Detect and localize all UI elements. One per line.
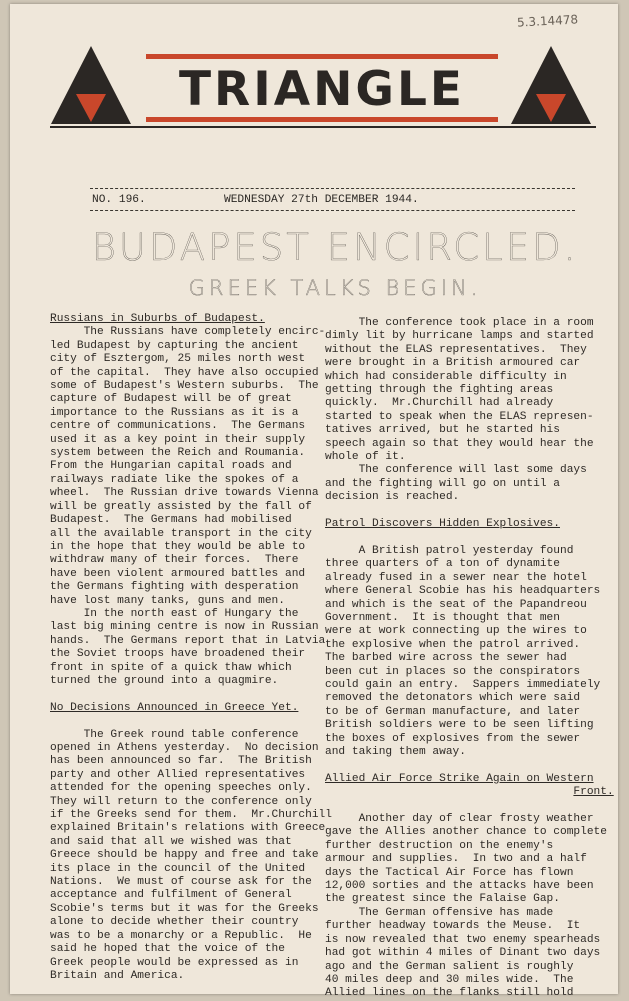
text-line: Budapest. The Germans had mobilised bbox=[50, 514, 292, 527]
text-line: was to be a monarchy or a Republic. He bbox=[50, 929, 312, 942]
text-line: to be of German manufacture, and later bbox=[325, 705, 581, 718]
text-line: Scobie's terms but it was for the Greeks bbox=[50, 902, 319, 915]
text-line: and taking them away. bbox=[325, 746, 466, 758]
text-line: have been violent armoured battles and bbox=[50, 567, 306, 580]
text-line: has been announced so far. The British bbox=[50, 755, 312, 768]
text-line: The German offensive has made bbox=[325, 906, 554, 919]
dateline-rule-bottom bbox=[90, 210, 575, 211]
text-line: the Soviet troops have broadened their bbox=[50, 648, 306, 661]
text-line: The Greek round table conference bbox=[50, 728, 299, 741]
text-line: alone to decide whether their country bbox=[50, 916, 299, 929]
section-heading-russians: Russians in Suburbs of Budapest. bbox=[50, 313, 265, 325]
text-line: quickly. Mr.Churchill had already bbox=[325, 397, 554, 410]
text-line: and which is the seat of the Papandreou bbox=[325, 598, 587, 611]
text-line: without the ELAS representatives. They bbox=[325, 343, 587, 356]
text-line: Another day of clear frosty weather bbox=[325, 813, 594, 826]
text-line: Allied lines on the flanks still hold bbox=[325, 987, 574, 1000]
text-line: withdraw many of their forces. There bbox=[50, 554, 299, 567]
masthead-title: TRIANGLE bbox=[178, 62, 466, 117]
text-line: acceptance and fulfilment of General bbox=[50, 889, 292, 902]
text-line: tatives arrived, but he started his bbox=[325, 424, 560, 437]
text-line: importance to the Russians as it is a bbox=[50, 406, 299, 419]
masthead-rule bbox=[50, 126, 596, 128]
text-line: British soldiers were to be seen lifting bbox=[325, 719, 594, 732]
text-line: said he hoped that the voice of the bbox=[50, 943, 285, 956]
text-line: three quarters of a ton of dynamite bbox=[325, 558, 560, 571]
text-line: led Budapest by capturing the ancient bbox=[50, 339, 299, 352]
text-line: armour and supplies. In two and a half bbox=[325, 853, 587, 866]
text-line: and said that all we wished was that bbox=[50, 835, 292, 848]
text-line: 12,000 sorties and the attacks have been bbox=[325, 880, 594, 893]
text-line: used it as a key point in their supply bbox=[50, 433, 306, 446]
text-line: which had considerable difficulty in bbox=[325, 370, 567, 383]
text-line: have lost many tanks, guns and men. bbox=[50, 594, 285, 607]
text-line: could gain an entry. Sappers immediately bbox=[325, 678, 601, 691]
section-heading-greece: No Decisions Announced in Greece Yet. bbox=[50, 701, 299, 714]
text-line: opened in Athens yesterday. No decision bbox=[50, 742, 319, 754]
text-line: The conference will last some days bbox=[325, 464, 587, 477]
text-line: gave the Allies another chance to complete bbox=[325, 826, 607, 839]
text-line: will be greatly assisted by the fall of bbox=[50, 500, 312, 513]
text-line: whole of it. bbox=[325, 451, 406, 464]
text-line: system between the Reich and Roumania. bbox=[50, 447, 306, 460]
dateline bbox=[92, 194, 419, 206]
text-line: They will return to the conference only bbox=[50, 795, 312, 808]
main-headline: BUDAPEST ENCIRCLED. bbox=[91, 226, 579, 269]
text-line: party and other Allied representatives bbox=[50, 768, 306, 781]
text-line: the greatest since the Falaise Gap. bbox=[325, 893, 560, 906]
text-line: attended for the opening speeches only. bbox=[50, 782, 312, 795]
text-line: In the north east of Hungary the bbox=[50, 607, 299, 620]
text-line: Government. It is thought that men bbox=[325, 611, 560, 624]
section-heading-air-force: Allied Air Force Strike Again on Western bbox=[325, 772, 594, 785]
text-line: its place in the council of the United bbox=[50, 862, 306, 875]
text-line: speech again so that they would hear the bbox=[325, 437, 594, 450]
section-heading-patrol: Patrol Discovers Hidden Explosives. bbox=[325, 518, 560, 531]
archive-annotation: 5.3.14478 bbox=[516, 12, 579, 30]
text-line: wheel. The Russian drive towards Vienna bbox=[50, 487, 319, 500]
text-line: if the Greeks send for them. Mr.Churchill bbox=[50, 809, 332, 822]
text-line: had got within 4 miles of Dinant two days bbox=[325, 947, 601, 960]
text-line: the Germans fighting with desperation bbox=[50, 581, 299, 594]
text-line: Nations. We must of course ask for the bbox=[50, 876, 312, 889]
triangle-logo-left bbox=[50, 44, 132, 126]
text-line: Greek people would be expressed as in bbox=[50, 956, 299, 969]
triangle-logo-right bbox=[510, 44, 592, 126]
sub-headline: GREEK TALKS BEGIN. bbox=[188, 276, 482, 300]
issue-date: WEDNESDAY 27th DECEMBER 1944. bbox=[224, 194, 419, 206]
text-line: 40 miles deep and 30 miles wide. The bbox=[325, 973, 574, 986]
text-line: The Russians have completely encirc- bbox=[50, 326, 326, 339]
text-line: ago and the German salient is roughly bbox=[325, 960, 574, 973]
text-line: some of Budapest's Western suburbs. The bbox=[50, 380, 319, 393]
text-line: railways radiate like the spokes of a bbox=[50, 473, 299, 486]
text-line: The conference took place in a room bbox=[325, 317, 594, 329]
newsletter-page bbox=[10, 4, 618, 1000]
section-heading-air-force-cont: Front. bbox=[573, 786, 614, 799]
text-line: further headway towards the Meuse. It bbox=[325, 920, 581, 933]
text-line: hands. The Germans report that in Latvia bbox=[50, 634, 326, 647]
masthead-red-line-top bbox=[146, 54, 498, 59]
text-line: further destruction on the enemy's bbox=[325, 839, 554, 852]
text-line: is now revealed that two enemy spearheads bbox=[325, 933, 601, 946]
text-line: Britain and America. bbox=[50, 969, 185, 982]
text-line: centre of communications. The Germans bbox=[50, 420, 306, 433]
text-line: were at work connecting up the wires to bbox=[325, 625, 587, 638]
text-line: explained Britain's relations with Greece bbox=[50, 822, 326, 835]
text-line: were brought in a British armoured car bbox=[325, 357, 581, 370]
text-line: last big mining centre is now in Russian bbox=[50, 621, 319, 634]
right-column bbox=[325, 317, 614, 1001]
text-line: and the fighting will go on until a bbox=[325, 477, 560, 490]
dateline-rule-top bbox=[90, 188, 575, 189]
text-line: the boxes of explosives from the sewer bbox=[325, 732, 581, 745]
text-line: all the available transport in the city bbox=[50, 527, 312, 540]
text-line: the explosive when the patrol arrived. bbox=[325, 638, 581, 651]
issue-number: NO. 196. bbox=[92, 194, 146, 206]
text-line: Greece should be happy and free and take bbox=[50, 849, 319, 862]
text-line: already fused in a sewer near the hotel bbox=[325, 571, 587, 584]
text-line: dimly lit by hurricane lamps and started bbox=[325, 330, 594, 343]
text-line: where General Scobie has his headquarters bbox=[325, 585, 601, 598]
text-line: turned the ground into a quagmire. bbox=[50, 674, 279, 687]
left-column bbox=[50, 313, 332, 983]
text-line: been cut in places so the conspirators bbox=[325, 665, 581, 678]
text-line: in the hope that they would be able to bbox=[50, 540, 306, 553]
masthead-red-line-bottom bbox=[146, 117, 498, 122]
text-line: started to speak when the ELAS represen- bbox=[325, 410, 594, 423]
text-line: A British patrol yesterday found bbox=[325, 544, 574, 557]
text-line: of the capital. They have also occupied bbox=[50, 366, 319, 379]
text-line: capture of Budapest will be of great bbox=[50, 393, 292, 406]
text-line: days the Tactical Air Force has flown bbox=[325, 866, 574, 879]
text-line: decision is reached. bbox=[325, 491, 460, 504]
text-line: getting through the fighting areas bbox=[325, 384, 554, 397]
text-line: removed the detonators which were said bbox=[325, 692, 581, 705]
text-line: city of Esztergom, 25 miles north west bbox=[50, 353, 306, 366]
text-line: From the Hungarian capital roads and bbox=[50, 460, 292, 473]
text-line: The barbed wire across the sewer had bbox=[325, 652, 567, 665]
text-line: front in spite of a quick thaw which bbox=[50, 661, 292, 674]
